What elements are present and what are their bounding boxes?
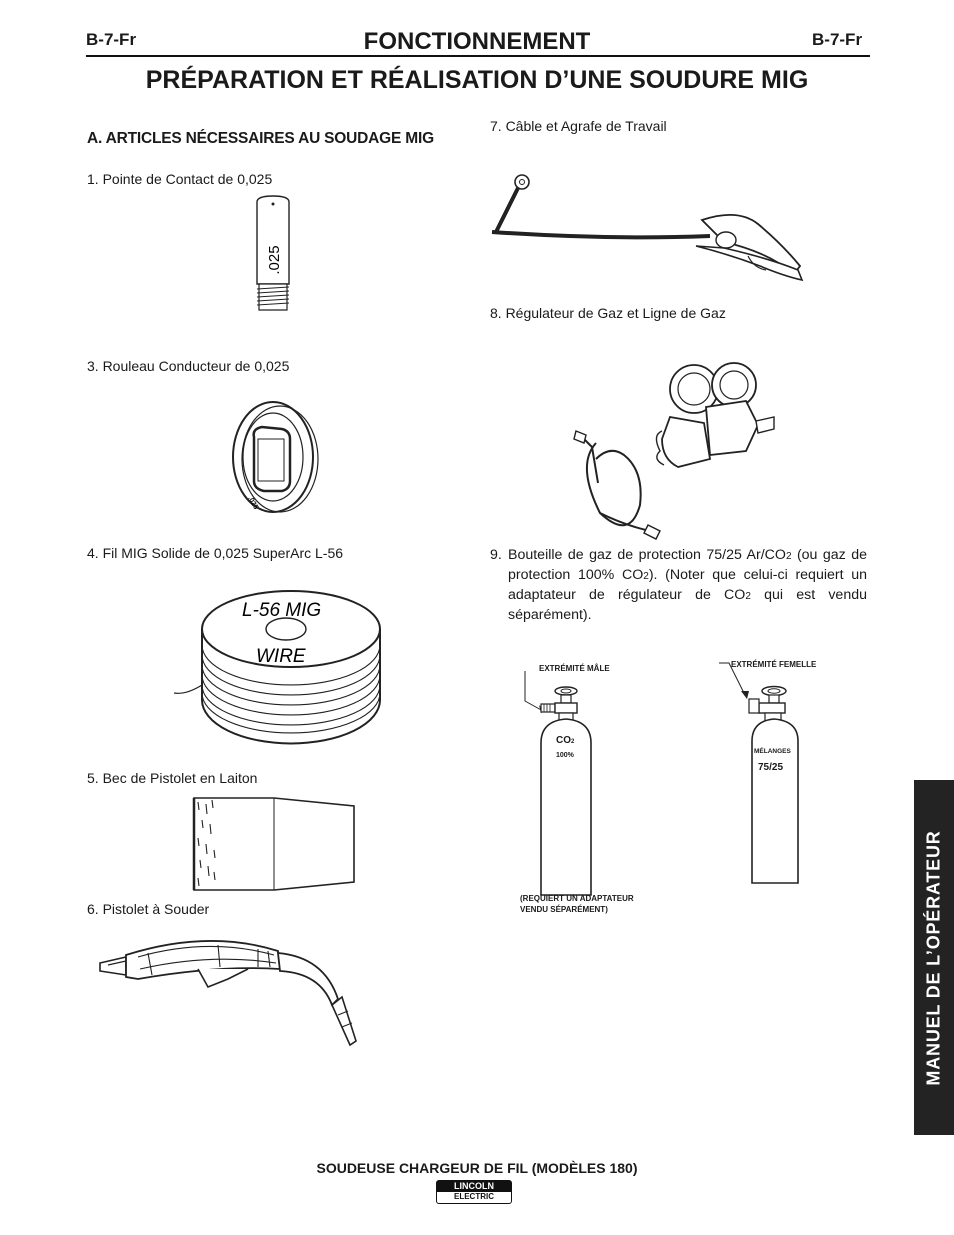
male-end-label: EXTRÉMITÉ MÂLE xyxy=(539,664,610,673)
footer-product-name: SOUDEUSE CHARGEUR DE FIL (MODÈLES 180) xyxy=(316,1160,638,1176)
subscript-2: 2 xyxy=(785,551,792,562)
item-9-text-b: (ou gaz de protection 100% CO xyxy=(508,547,867,583)
item-9-text-c: ). (Noter que celui-ci requiert un adaptateur de régulateur de CO xyxy=(508,567,868,603)
lincoln-electric-logo xyxy=(436,1180,512,1204)
side-tab-label: MANUEL DE L’OPÉRATEUR xyxy=(923,829,944,1086)
adapter-note-line2: VENDU SÉPARÉMENT) xyxy=(520,905,608,914)
item-9-text-a: Bouteille de gaz de protection 75/25 Ar/CO xyxy=(508,547,786,563)
section-a-heading: A. ARTICLES NÉCESSAIRES AU SOUDAGE MIG xyxy=(87,130,434,147)
item-9-number: 9. xyxy=(490,547,502,563)
header-rule xyxy=(86,55,870,57)
adapter-note-line1: (REQUIERT UN ADAPTATEUR xyxy=(520,894,634,903)
wire-spool-illustration xyxy=(170,585,390,745)
co2-cylinder-label xyxy=(556,735,574,746)
logo-bottom: ELECTRIC xyxy=(454,1192,494,1201)
item-5-label: 5. Bec de Pistolet en Laiton xyxy=(87,770,258,786)
spool-label-line2: WIRE xyxy=(256,646,306,667)
page-subtitle: PRÉPARATION ET RÉALISATION D’UNE SOUDURE MIG xyxy=(145,66,809,94)
tip-size-label: .025 xyxy=(266,245,283,275)
spool-label-line1: L-56 MIG xyxy=(242,600,322,621)
mix-label: MÉLANGES xyxy=(754,748,791,755)
contact-tip-illustration xyxy=(245,192,305,322)
page-code-right: B-7-Fr xyxy=(812,30,863,49)
logo-top: LINCOLN xyxy=(437,1181,511,1192)
operator-manual-tab[interactable] xyxy=(914,780,954,1135)
co2-percentage: 100% xyxy=(556,752,574,759)
drive-roll-illustration xyxy=(218,395,328,525)
chapter-title: FONCTIONNEMENT xyxy=(363,28,591,55)
page-code-left: B-7-Fr xyxy=(86,30,137,49)
gas-cylinders-illustration xyxy=(515,655,835,925)
subscript-2: 2 xyxy=(745,591,751,602)
item-1-label: 1. Pointe de Contact de 0,025 xyxy=(87,171,273,187)
subscript-2: 2 xyxy=(643,571,649,582)
nozzle-illustration xyxy=(192,796,358,892)
item-9-text xyxy=(508,546,867,625)
item-6-label: 6. Pistolet à Souder xyxy=(87,901,210,917)
co2-text: CO xyxy=(556,735,571,746)
item-9-text-d: qui est vendu séparément). xyxy=(508,587,867,623)
roll-size-label: .025 xyxy=(246,495,260,511)
regulator-illustration xyxy=(570,355,780,540)
item-8-label: 8. Régulateur de Gaz et Ligne de Gaz xyxy=(490,305,726,321)
item-4-label: 4. Fil MIG Solide de 0,025 SuperArc L-56 xyxy=(87,545,344,561)
item-7-label: 7. Câble et Agrafe de Travail xyxy=(490,118,667,134)
work-cable-illustration xyxy=(488,170,808,290)
female-end-label: EXTRÉMITÉ FEMELLE xyxy=(731,660,817,669)
welding-gun-illustration xyxy=(98,935,368,1050)
item-3-label: 3. Rouleau Conducteur de 0,025 xyxy=(87,358,290,374)
mix-ratio: 75/25 xyxy=(758,762,784,773)
co2-subscript: 2 xyxy=(571,739,575,745)
